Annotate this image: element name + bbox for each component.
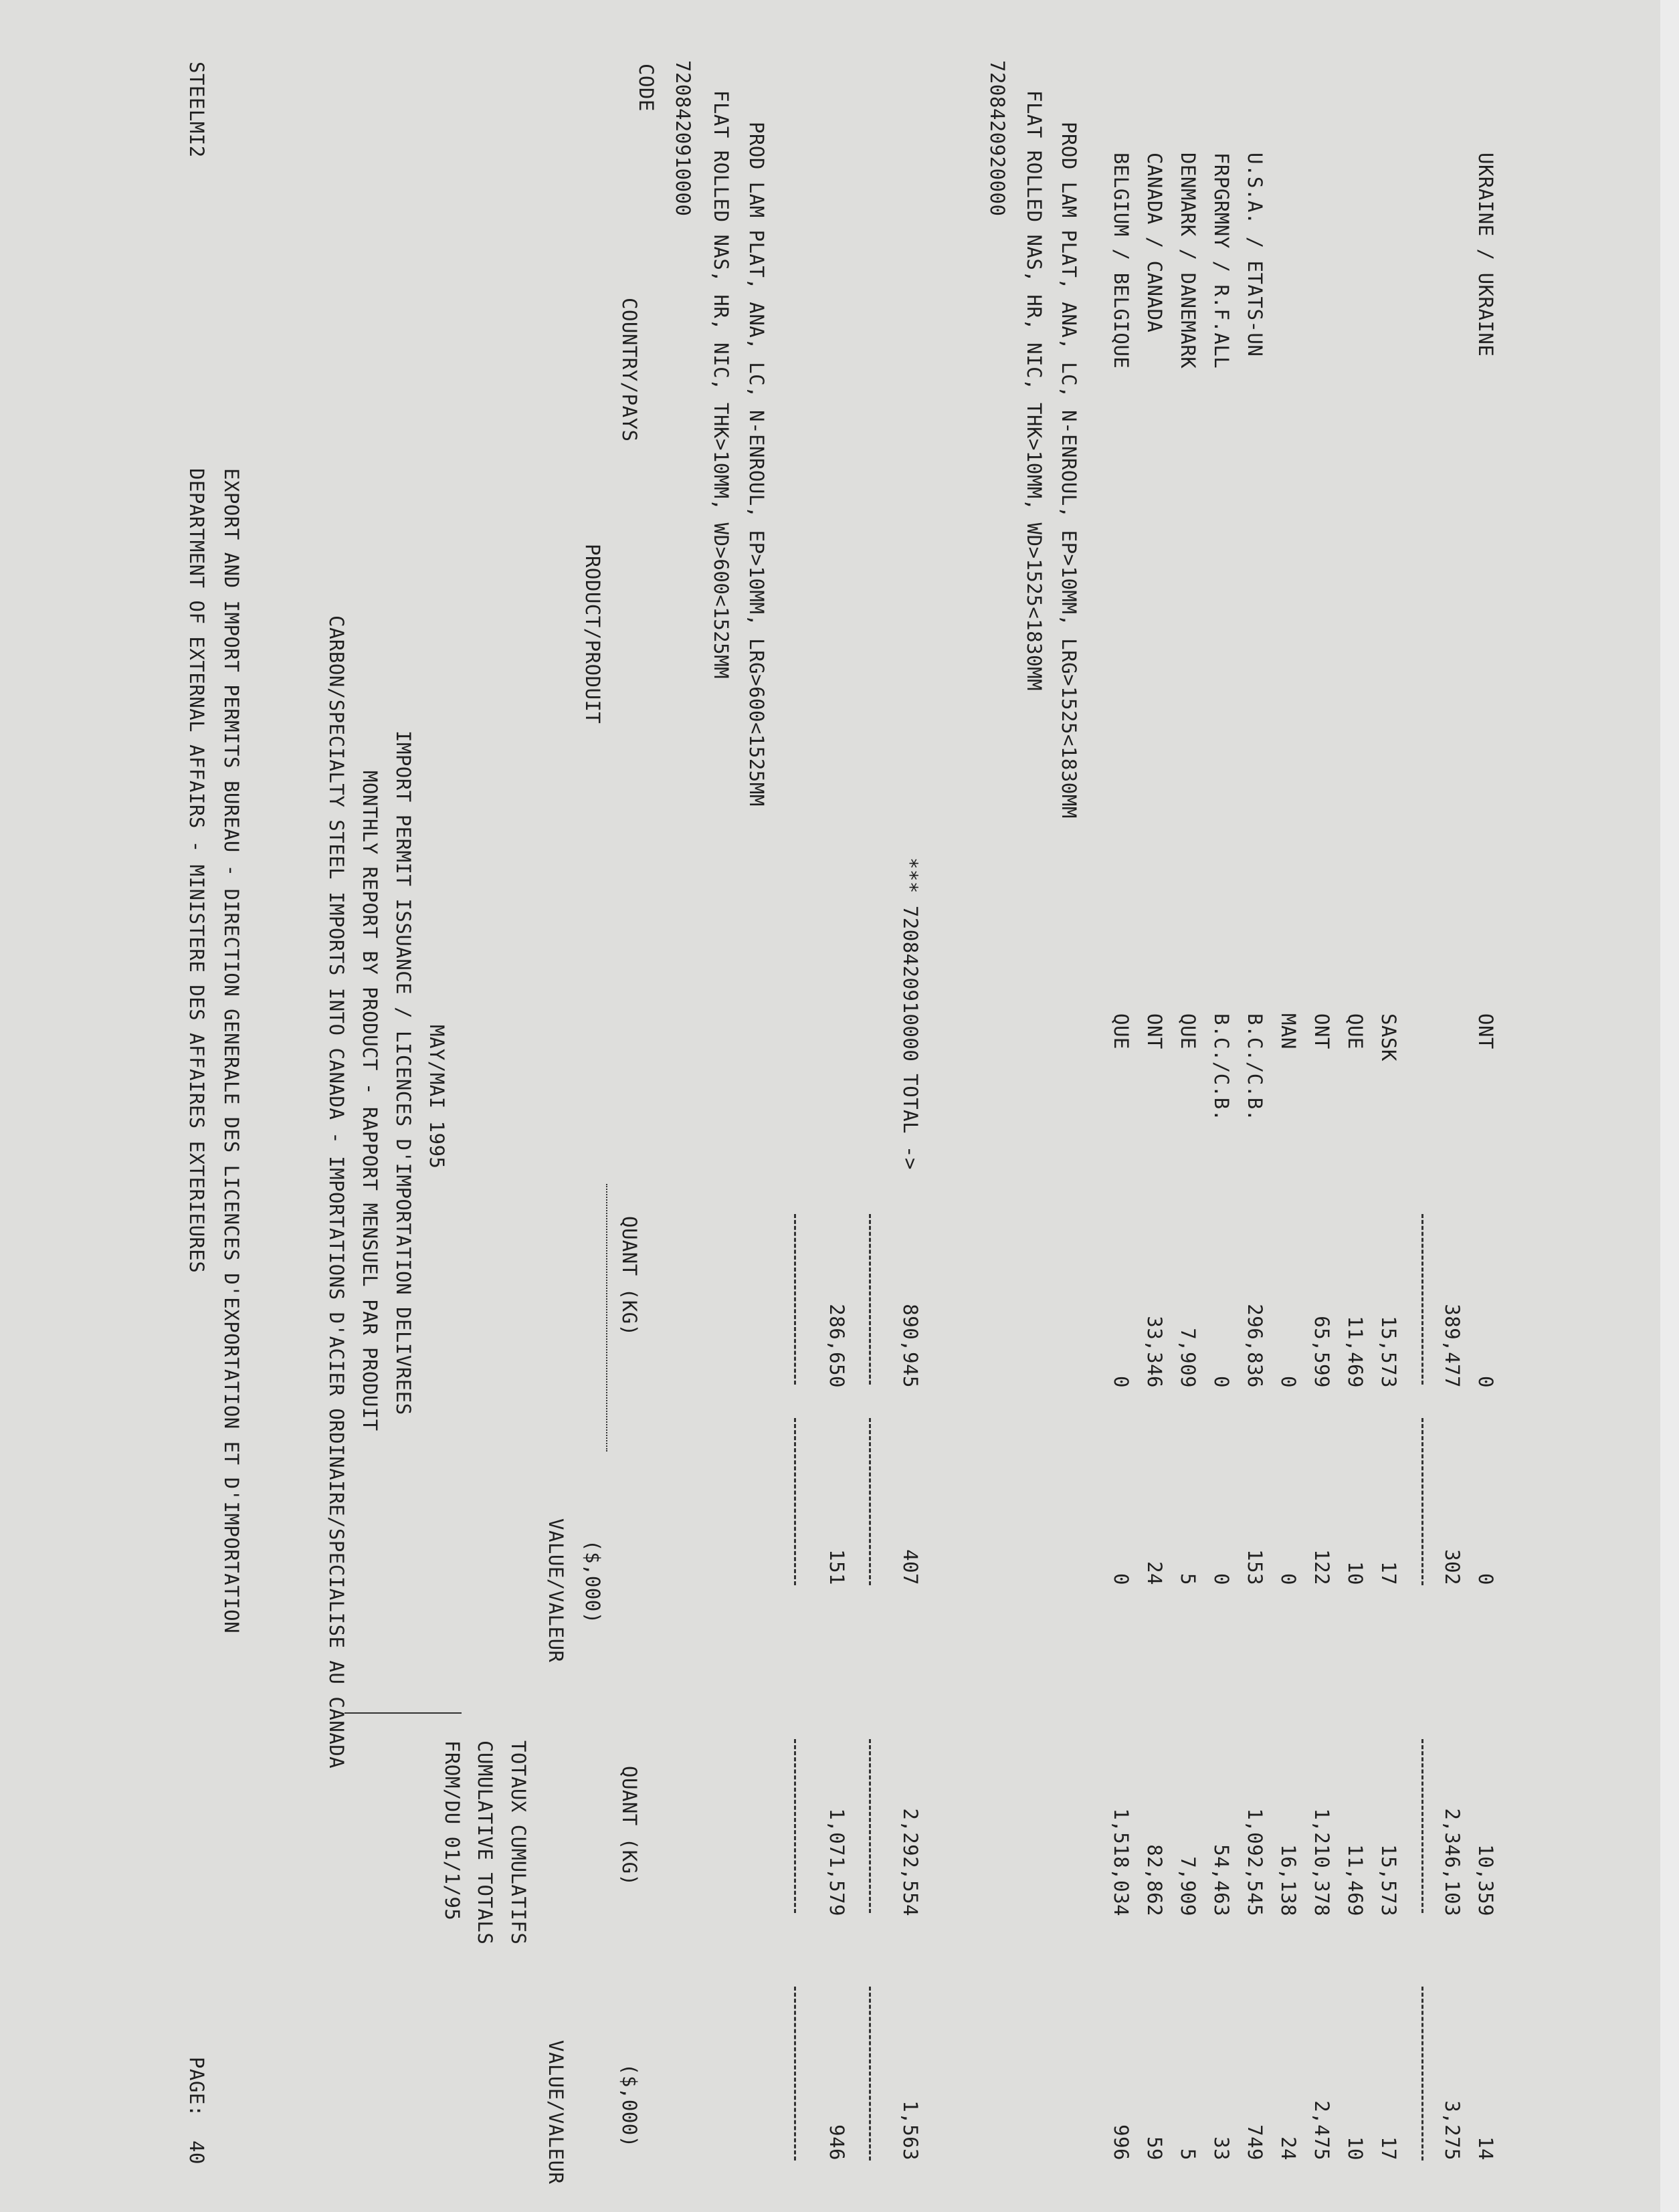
dash-rule [869,1739,871,1913]
row-country: U.S.A. / ETATS-UN [1244,153,1266,357]
product-header: PRODUCT/PRODUIT [581,544,604,724]
section1-subtotal-value: 151 [825,1549,848,1585]
scan-edge [1660,0,1679,2212]
row-cum-value: 59 [1143,2136,1166,2160]
row-province: MAN [1277,1013,1300,1049]
row-quant: 15,573 [1377,1316,1400,1388]
dash-rule [794,1739,796,1913]
section1-total-value: 407 [899,1549,922,1585]
from-date-label: FROM/DU 01/1/95 [441,1740,464,1921]
row-province: ONT [1310,1013,1333,1049]
row-quant: 65,599 [1310,1316,1333,1388]
dash-rule [1421,1214,1423,1385]
section2-desc2: PROD LAM PLAT, ANA, LC, N-ENROUL, EP>10MM, LRG>1525<1830MM [1058,122,1080,819]
row-value: 122 [1310,1549,1333,1585]
row-cum-value: 24 [1277,2136,1300,2160]
section1-total-cum-value: 1,563 [899,2100,922,2160]
row-cum-quant: 11,469 [1344,1844,1367,1916]
row-quant: 0 [1110,1376,1132,1388]
section1-subtotal-cum-value: 946 [825,2124,848,2160]
row-quant: 7,909 [1177,1328,1199,1388]
row-country: BELGIUM / BELGIQUE [1110,153,1132,369]
row-cum-quant: 54,463 [1210,1844,1233,1916]
page-number: 40 [185,2140,208,2165]
report-id: STEELMI2 [185,62,208,158]
country-header: COUNTRY/PAYS [618,298,641,442]
page-label: PAGE: [185,2057,208,2117]
row-value: 0 [1210,1573,1233,1585]
row-cum-value: 749 [1244,2124,1266,2160]
dash-rule [869,1214,871,1385]
dash-rule [1421,1418,1423,1585]
dash-rule [869,1418,871,1585]
row-cum-value: 996 [1110,2124,1132,2160]
row-quant: 0 [1210,1376,1233,1388]
section2-subtotal-quant: 389,477 [1441,1304,1464,1388]
section1-subtotal-quant: 286,650 [825,1304,848,1388]
row-quant: 33,346 [1143,1316,1166,1388]
row-cum-quant: 1,210,378 [1310,1808,1333,1916]
section2-desc1: FLAT ROLLED NAS, HR, NIC, THK>10MM, WD>1525<1830MM [1023,90,1046,691]
row-value: 10 [1344,1561,1367,1585]
quant-header: QUANT (KG) [618,1216,641,1336]
cumulative-label: CUMULATIVE TOTALS [474,1740,496,1945]
dash-rule [869,1987,871,2160]
department-line: DEPARTMENT OF EXTERNAL AFFAIRS - MINISTERE DES AFFAIRES EXTERIEURES [185,468,208,1274]
bureau-line: EXPORT AND IMPORT PERMITS BUREAU - DIRECTION GENERALE DES LICENCES D'EXPORTATION ET D'IMPORTATION [220,468,243,1634]
row-cum-quant: 15,573 [1377,1844,1400,1916]
cumulatifs-label: TOTAUX CUMULATIFS [507,1740,530,1945]
section2-subtotal-cum-quant: 2,346,103 [1441,1808,1464,1916]
row-country: FRPGRMNY / R.F.ALL [1210,153,1233,369]
dash-rule [1421,1987,1423,2160]
cumulative-divider [344,1712,462,1714]
row-cum-quant: 82,862 [1143,1844,1166,1916]
section1-desc2: PROD LAM PLAT, ANA, LC, N-ENROUL, EP>10MM, LRG>600<1525MM [745,122,768,807]
row-value: 0 [1110,1573,1132,1585]
row-quant: 0 [1277,1376,1300,1388]
cum-quant-header: QUANT (KG) [618,1766,641,1886]
row-province: B.C./C.B. [1210,1013,1233,1122]
row-quant: 0 [1474,1376,1497,1388]
dash-rule [794,1214,796,1385]
row-province: B.C./C.B. [1244,1013,1266,1122]
row-province: ONT [1143,1013,1166,1049]
row-province: QUE [1177,1013,1199,1049]
dash-rule [1421,1739,1423,1913]
row-value: 24 [1143,1561,1166,1585]
row-value: 17 [1377,1561,1400,1585]
section1-total-quant: 890,945 [899,1304,922,1388]
row-cum-quant: 7,909 [1177,1856,1199,1916]
issuance-line: IMPORT PERMIT ISSUANCE / LICENCES D'IMPORTATION DELIVREES [392,730,415,1415]
row-cum-quant: 10,359 [1474,1844,1497,1916]
row-value: 5 [1177,1573,1199,1585]
row-province: SASK [1377,1013,1400,1062]
section2-subtotal-value: 302 [1441,1549,1464,1585]
cum-value-unit-header: ($,000) [618,2064,641,2148]
header-rule [606,1184,607,1451]
row-cum-quant: 1,518,034 [1110,1808,1132,1916]
section1-total-cum-quant: 2,292,554 [899,1808,922,1916]
code-header: CODE [635,64,658,112]
cum-value-header: VALUE/VALEUR [545,2040,567,2185]
row-province: QUE [1110,1013,1132,1049]
row-quant: 11,469 [1344,1316,1367,1388]
section1-subtotal-cum-quant: 1,071,579 [825,1808,848,1916]
row-cum-quant: 16,138 [1277,1844,1300,1916]
report-title: CARBON/SPECIALTY STEEL IMPORTS INTO CANADA - IMPORTATIONS D'ACIER ORDINAIRE/SPECIALISE AU CANADA [325,615,348,1769]
row-cum-value: 33 [1210,2136,1233,2160]
section1-code: 7208420910000 [672,60,694,217]
row-country: UKRAINE / UKRAINE [1474,153,1497,357]
section1-desc1: FLAT ROLLED NAS, HR, NIC, THK>10MM, WD>600<1525MM [710,90,732,680]
row-country: CANADA / CANADA [1143,153,1166,333]
row-cum-value: 2,475 [1310,2100,1333,2160]
row-province: QUE [1344,1013,1367,1049]
value-unit-header: ($,000) [581,1540,604,1624]
row-value: 0 [1277,1573,1300,1585]
row-cum-quant: 1,092,545 [1244,1808,1266,1916]
report-period: MAY/MAI 1995 [425,1025,448,1169]
dash-rule [794,1987,796,2160]
section2-subtotal-cum-value: 3,275 [1441,2100,1464,2160]
report-subtitle: MONTHLY REPORT BY PRODUCT - RAPPORT MENSUEL PAR PRODUIT [359,771,381,1431]
row-value: 0 [1474,1573,1497,1585]
row-quant: 296,836 [1244,1304,1266,1388]
dash-rule [794,1418,796,1585]
row-province: ONT [1474,1013,1497,1049]
value-header: VALUE/VALEUR [545,1518,567,1663]
row-cum-value: 14 [1474,2136,1497,2160]
section2-code: 7208420920000 [986,60,1009,217]
section1-total-label: *** 7208420910000 TOTAL -> [899,858,922,1170]
row-value: 153 [1244,1549,1266,1585]
row-cum-value: 10 [1344,2136,1367,2160]
row-cum-value: 17 [1377,2136,1400,2160]
row-country: DENMARK / DANEMARK [1177,153,1199,369]
row-cum-value: 5 [1177,2148,1199,2160]
